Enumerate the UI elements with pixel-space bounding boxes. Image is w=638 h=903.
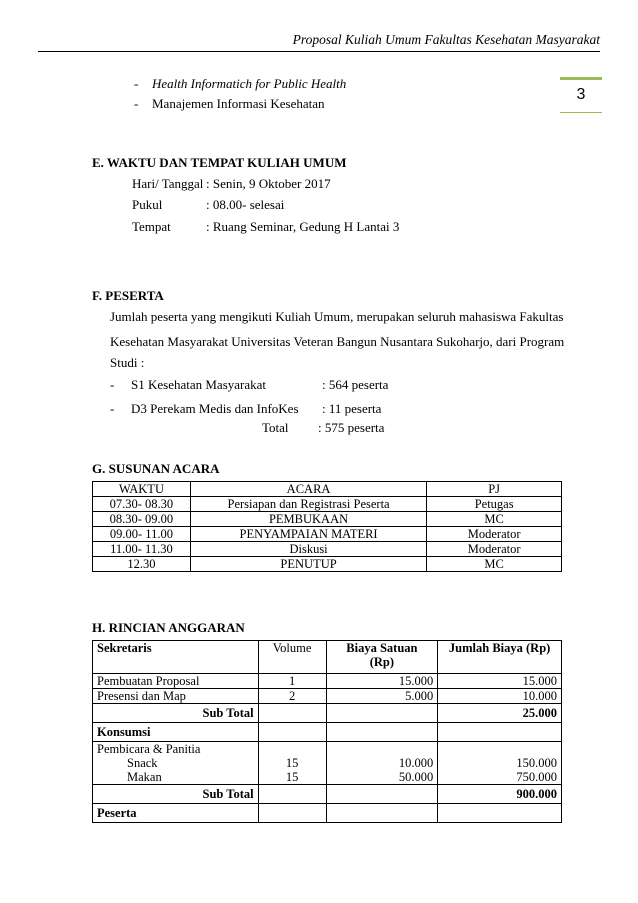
tempat-value: : Ruang Seminar, Gedung H Lantai 3 [206,219,400,234]
table-header-cell: PJ [427,482,562,497]
table-cell: 08.30- 09.00 [93,512,191,527]
list-bullet: - [110,377,115,392]
section-g-heading: G. SUSUNAN ACARA [92,461,220,476]
table-cell: 11.00- 11.30 [93,542,191,557]
program-count: : 11 peserta [322,401,382,416]
table-cell: 15.000 [326,674,438,689]
section-e-heading: E. WAKTU DAN TEMPAT KULIAH UMUM [92,155,347,170]
table-header-cell: Sekretaris [93,641,259,674]
list-bullet: - [110,401,115,416]
item-label: Snack [127,756,158,770]
table-cell [326,804,438,823]
table-cell [258,742,326,785]
item-total: 150.000 [516,756,557,770]
table-header-row [93,641,562,674]
table-row [93,804,562,823]
total-value: : 575 peserta [318,420,385,435]
table-cell: 15.000 [438,674,562,689]
page-header-title: Proposal Kuliah Umum Fakultas Kesehatan Masyarakat [292,32,600,47]
list-bullet: - [134,96,139,111]
item-volume: 15 [285,756,299,770]
list-item: Health Informatich for Public Health [152,76,347,91]
table-row [93,557,562,572]
subtotal-row [93,785,562,804]
table-header-cell [326,641,438,674]
group-label: Pembicara & Panitia [97,742,201,756]
section-h-heading: H. RINCIAN ANGGARAN [92,620,245,635]
item-unit-cost: 50.000 [398,770,434,784]
program-count: : 564 peserta [322,377,389,392]
table-cell: MC [427,557,562,572]
table-cell: PEMBUKAAN [190,512,426,527]
list-bullet: - [134,76,139,91]
pukul-value: : 08.00- selesai [206,197,285,212]
table-cell: Petugas [427,497,562,512]
table-cell: Pembuatan Proposal [93,674,259,689]
table-row [93,742,562,785]
table-cell: PENUTUP [190,557,426,572]
total-label: Total [262,420,289,435]
table-row [93,497,562,512]
page-number-underline [560,112,602,113]
pukul-label: Pukul [132,197,163,212]
table-cell: 1 [258,674,326,689]
table-cell: 09.00- 11.00 [93,527,191,542]
table-cell [258,785,326,804]
table-header-cell: ACARA [190,482,426,497]
table-cell: Moderator [427,542,562,557]
table-header-cell: Jumlah Biaya (Rp) [438,641,562,674]
table-cell: Sub Total [93,785,259,804]
table-row [93,527,562,542]
table-header-row [93,482,562,497]
table-cell [438,742,562,785]
table-row [93,542,562,557]
page-number-bar [560,77,602,80]
table-cell [326,742,438,785]
table-cell: 07.30- 08.30 [93,497,191,512]
table-cell: 5.000 [326,689,438,704]
tempat-label: Tempat [132,219,171,234]
list-item: Manajemen Informasi Kesehatan [152,96,325,111]
table-cell [258,723,326,742]
table-cell: 900.000 [438,785,562,804]
header-divider [38,51,600,52]
table-row [93,723,562,742]
table-header-cell: WAKTU [93,482,191,497]
budget-table [92,640,562,823]
header-line: (Rp) [369,655,395,669]
subtotal-row [93,704,562,723]
item-volume: 15 [285,770,299,784]
table-cell [326,704,438,723]
peserta-paragraph-line: Jumlah peserta yang mengikuti Kuliah Umum, merupakan seluruh mahasiswa Fakultas [110,309,564,324]
table-cell: 12.30 [93,557,191,572]
table-cell: Sub Total [93,704,259,723]
table-row [93,674,562,689]
table-cell: 25.000 [438,704,562,723]
table-cell: Diskusi [190,542,426,557]
section-f-heading: F. PESERTA [92,288,164,303]
table-cell: Persiapan dan Registrasi Peserta [190,497,426,512]
table-cell [258,804,326,823]
table-cell: Peserta [93,804,259,823]
peserta-paragraph-line: Kesehatan Masyarakat Universitas Veteran Bangun Nusantara Sukoharjo, dari Program [110,334,565,349]
schedule-table [92,481,562,572]
table-cell: Moderator [427,527,562,542]
table-cell: PENYAMPAIAN MATERI [190,527,426,542]
table-cell [258,704,326,723]
waktu-value: : Senin, 9 Oktober 2017 [206,176,331,191]
page-number: 3 [576,86,586,103]
program-label: S1 Kesehatan Masyarakat [131,377,267,392]
header-line: Biaya Satuan [346,641,418,655]
program-label: D3 Perekam Medis dan InfoKes [131,401,299,416]
waktu-label: Hari/ Tanggal [132,176,204,191]
table-cell: Presensi dan Map [93,689,259,704]
table-cell: 2 [258,689,326,704]
table-cell: MC [427,512,562,527]
table-cell: Konsumsi [93,723,259,742]
table-cell [438,804,562,823]
item-label: Makan [127,770,162,784]
peserta-paragraph-line: Studi : [110,355,145,370]
table-header-cell: Volume [258,641,326,674]
item-total: 750.000 [516,770,557,784]
table-cell [326,723,438,742]
table-row [93,689,562,704]
table-cell [326,785,438,804]
table-cell: 10.000 [438,689,562,704]
item-unit-cost: 10.000 [398,756,434,770]
table-cell [93,742,259,785]
table-row [93,512,562,527]
table-cell [438,723,562,742]
